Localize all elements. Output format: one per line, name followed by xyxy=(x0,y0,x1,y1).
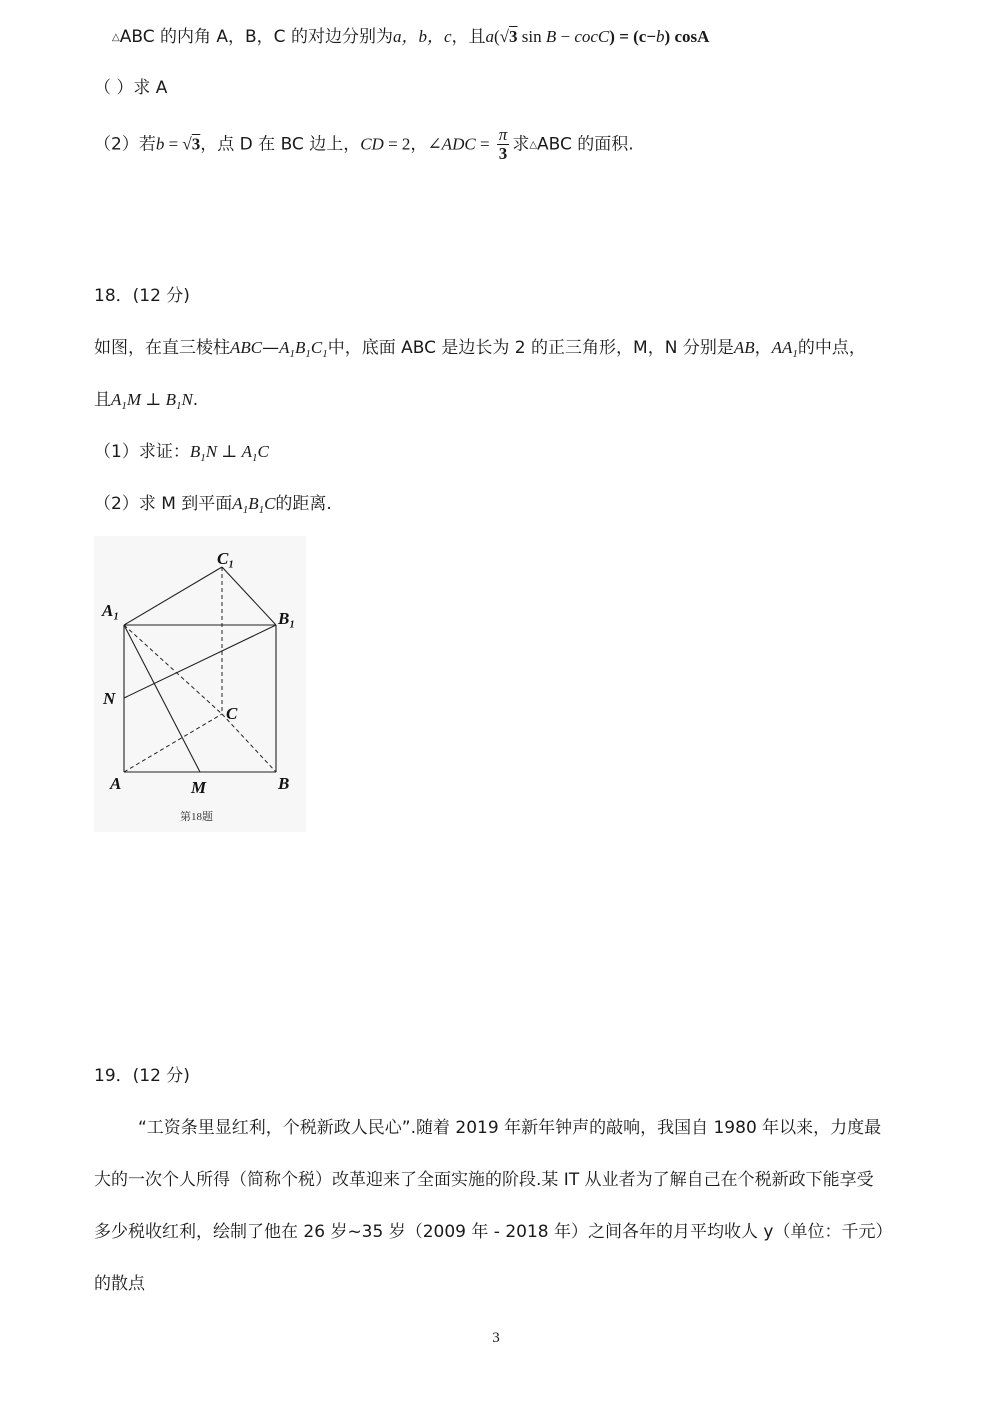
fraction-pi-over-3: $\frac{\pi}{3}$ xyxy=(498,125,508,163)
q17-part2: （2）若b = √3，点 D 在 BC 边上，CD = 2，∠ADC = $\frac{\pi}{3}$ 求△ABC 的面积. xyxy=(94,125,634,163)
triangle-icon: △ xyxy=(112,32,120,43)
page-number: 3 xyxy=(492,1330,500,1346)
figure-caption: 第18题 xyxy=(180,811,213,823)
label-A1: A₁ xyxy=(102,601,120,620)
prism-figure xyxy=(94,536,306,832)
q17-statement: △ABC 的内角 A，B，C 的对边分别为a，b，c，且a(√3 sin B − cocC) = (c−b) cosA xyxy=(112,27,710,47)
q18-line2: 且$A_1M$ ⊥ $B_1N$. xyxy=(94,390,199,412)
label-A: A xyxy=(110,774,122,793)
q18-part1: （1）求证：$B_1N$ ⊥ $A_1C$ xyxy=(94,442,269,464)
q19-header: 19．(12 分) xyxy=(94,1066,190,1086)
q19-line1: “工资条里显红利，个税新政人民心”.随着 2019 年新年钟声的敲响，我国自 1980 年以来，力度最 xyxy=(138,1118,882,1138)
q19-line2: 大的一次个人所得（简称个税）改革迎来了全面实施的阶段.某 IT 从业者为了解自己在个税新政下能享受 xyxy=(94,1170,874,1190)
label-M: M xyxy=(191,778,207,797)
q17-part1: （ ）求 A xyxy=(94,78,168,98)
label-B: B xyxy=(278,774,290,793)
q18-part2: （2）求 M 到平面$A_1B_1C$的距离. xyxy=(94,494,332,516)
sqrt-3: √3 xyxy=(499,27,518,46)
label-B1: B₁ xyxy=(278,609,296,628)
q19-line4: 的散点 xyxy=(94,1274,145,1294)
q18-header: 18．(12 分) xyxy=(94,286,190,306)
q19-line3: 多少税收红利，绘制了他在 26 岁~35 岁（2009 年 - 2018 年）之间各年的月平均收人 y（单位：千元） xyxy=(94,1222,893,1242)
label-N: N xyxy=(103,689,116,708)
q18-line1: 如图，在直三棱柱$ABC—A_1B_1C_1$中，底面 ABC 是边长为 2 的正三角形，M，N 分别是AB，$AA_1$的中点， xyxy=(94,338,866,360)
label-C1: C₁ xyxy=(217,549,235,568)
label-C: C xyxy=(226,704,238,723)
